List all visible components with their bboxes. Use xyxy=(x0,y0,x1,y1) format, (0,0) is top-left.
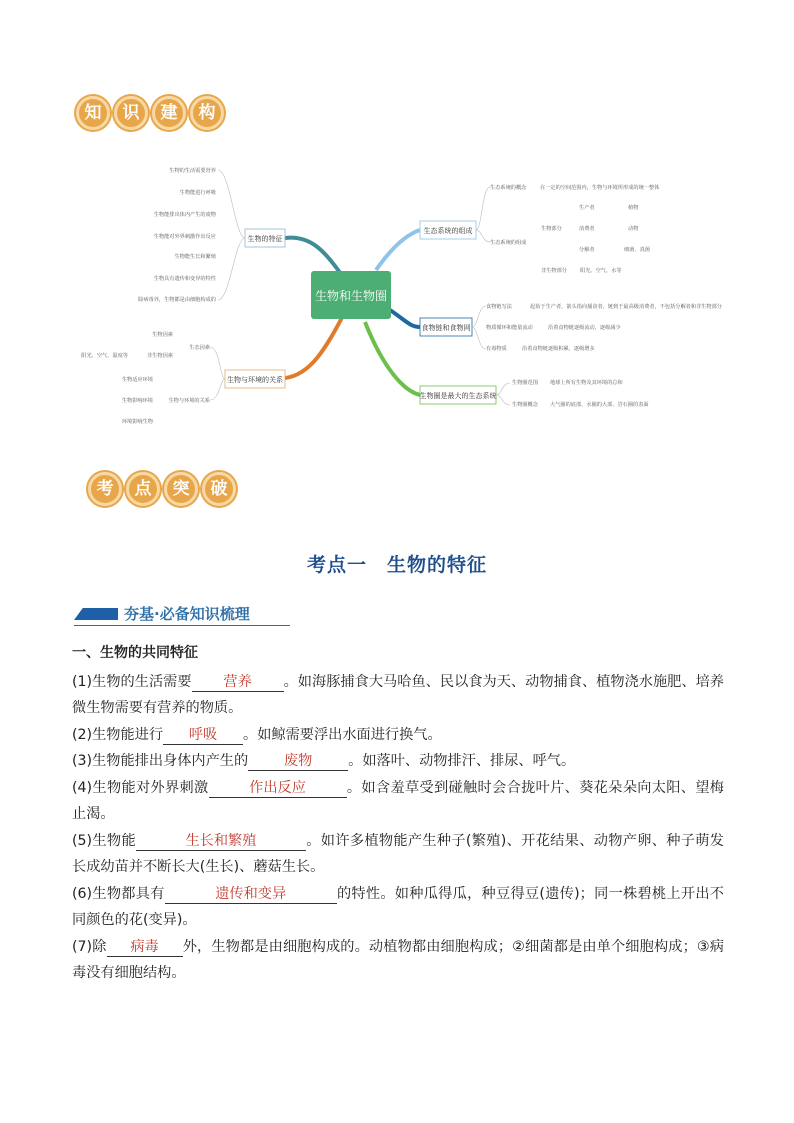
ecosystem-node: 生态系统的组成 xyxy=(423,227,473,235)
interaction-node: 生物与环境的关系 xyxy=(168,398,210,404)
abio-examples: 阳光、空气、温度等 xyxy=(81,353,128,359)
answer-blank: 作出反应 xyxy=(209,779,347,798)
banner-char: 知 xyxy=(76,96,110,130)
feature-item: 除病毒外，生物都是由细胞构成的 xyxy=(138,297,216,303)
feature-paragraph: (6)生物都具有 遗传和变异 的特性。如种瓜得瓜，种豆得豆(遗传)；同一株碧桃上开出不同颜色的花(变异)。 xyxy=(72,885,724,928)
food-toxin: 有毒物质 xyxy=(486,346,507,352)
banner-char: 识 xyxy=(114,96,148,130)
sub-header-text: 夯基·必备知识梳理 xyxy=(124,605,250,623)
feature-paragraph: (4)生物能对外界刺激 作出反应 。如含羞草受到碰触时会合拢叶片、葵花朵朵向太阳、望梅止渴。 xyxy=(72,779,724,822)
abio-part-example: 阳光、空气、水等 xyxy=(580,268,622,274)
decomposer-example: 细菌、真菌 xyxy=(624,247,650,253)
feature-paragraph: (3)生物能排出身体内产生的 废物 。如落叶、动物排汗、排尿、呼气。 xyxy=(72,753,576,769)
banner-char: 突 xyxy=(164,472,198,506)
ecosystem-composition: 生态系统的组成 xyxy=(490,240,527,246)
abio-part: 非生物部分 xyxy=(541,268,567,274)
ecosystem-concept-text: 在一定的空间范围内，生物与环境所形成的统一整体 xyxy=(540,185,660,191)
food-flow: 物质循环和能量流动 xyxy=(486,325,533,331)
content-heading: 一、生物的共同特征 xyxy=(72,645,198,661)
feature-item: 生物能排出体内产生的废物 xyxy=(153,212,216,218)
producer-example: 植物 xyxy=(628,205,639,211)
decomposer: 分解者 xyxy=(579,247,595,253)
consumer: 消费者 xyxy=(579,226,595,232)
consumer-example: 动物 xyxy=(628,226,639,232)
food-node: 食物链和食物网 xyxy=(421,324,471,332)
center-label: 生物和生物圈 xyxy=(314,289,388,303)
biosphere-node: 生物圈是最大的生态系统 xyxy=(419,392,497,400)
abio-factor: 非生物因素 xyxy=(147,353,173,359)
biosphere-scope: 生物圈范围 xyxy=(512,380,538,386)
banner-char: 建 xyxy=(152,96,186,130)
relation-item: 生物适应环境 xyxy=(121,377,153,383)
factor-node: 生态因素 xyxy=(189,345,210,351)
producer: 生产者 xyxy=(579,205,595,211)
biosphere-scope-text: 地球上所有生物及其环境的总和 xyxy=(550,380,623,386)
sub-header xyxy=(74,603,290,626)
feature-paragraph: (7)除 病毒 外，生物都是由细胞构成的。动植物都由细胞构成；②细菌都是由单个细胞构成；③病毒没有细胞结构。 xyxy=(72,938,724,981)
knowledge-banner xyxy=(76,96,228,136)
biosphere-concept: 生物圈概念 xyxy=(512,402,538,408)
feature-paragraph: (5)生物能 生长和繁殖 。如许多植物能产生种子(繁殖)、开花结果、动物产卵、种子萌发长成幼苗并不断长大(生长)、蘑菇生长。 xyxy=(72,832,724,875)
section-title: 考点一 生物的特征 xyxy=(306,554,487,576)
biosphere-concept-text: 大气圈的底部、水圈的大部、岩石圈的表面 xyxy=(550,402,649,408)
feature-item: 生物的生活需要营养 xyxy=(169,168,216,174)
feature-item: 生物能生长和繁殖 xyxy=(174,254,216,260)
features-node: 生物的特征 xyxy=(247,235,283,243)
feature-item: 生物能对外界刺激作出反应 xyxy=(153,234,216,240)
answer-blank: 呼吸 xyxy=(163,726,243,745)
feature-item: 生物具有遗传和变异的特性 xyxy=(153,276,216,282)
mind-map xyxy=(60,150,740,430)
content xyxy=(72,640,724,987)
answer-blank: 营养 xyxy=(192,673,284,692)
feature-paragraph: (2)生物能进行 呼吸 。如鲸需要浮出水面进行换气。 xyxy=(72,726,442,743)
food-toxin-text: 沿着食物链逐级积累，逐级增多 xyxy=(522,346,595,352)
food-chain: 食物链写法 xyxy=(486,304,512,310)
banner-char: 点 xyxy=(126,472,160,506)
food-flow-text: 沿着食物链逐级流动，逐级减少 xyxy=(548,325,621,331)
banner-char: 考 xyxy=(88,472,122,506)
bio-factor: 生物因素 xyxy=(152,332,173,338)
bio-part: 生物部分 xyxy=(541,226,562,232)
sub-header-bar xyxy=(74,608,118,620)
answer-blank: 遗传和变异 xyxy=(165,885,337,904)
food-chain-text: 起始于生产者，箭头指向捕食者，链到于最高级消费者，不包括分解者和非生物部分 xyxy=(530,304,722,310)
feature-paragraph: (1)生物的生活需要 营养 。如海豚捕食大马哈鱼、民以食为天、动物捕食、植物浇水施肥、培养微生物需要有营养的物质。 xyxy=(72,673,724,716)
banner-char: 破 xyxy=(202,472,236,506)
ecosystem-concept: 生态系统的概念 xyxy=(490,185,527,191)
answer-blank: 病毒 xyxy=(107,938,183,957)
banner-char: 构 xyxy=(190,96,224,130)
answer-blank: 生长和繁殖 xyxy=(136,832,306,851)
feature-item: 生物能进行呼吸 xyxy=(179,190,216,196)
relation-item: 生物影响环境 xyxy=(121,398,153,404)
relation-item: 环境影响生物 xyxy=(121,419,153,425)
exam-banner xyxy=(88,472,240,512)
environment-node: 生物与环境的关系 xyxy=(227,376,283,384)
answer-blank: 废物 xyxy=(248,752,348,771)
